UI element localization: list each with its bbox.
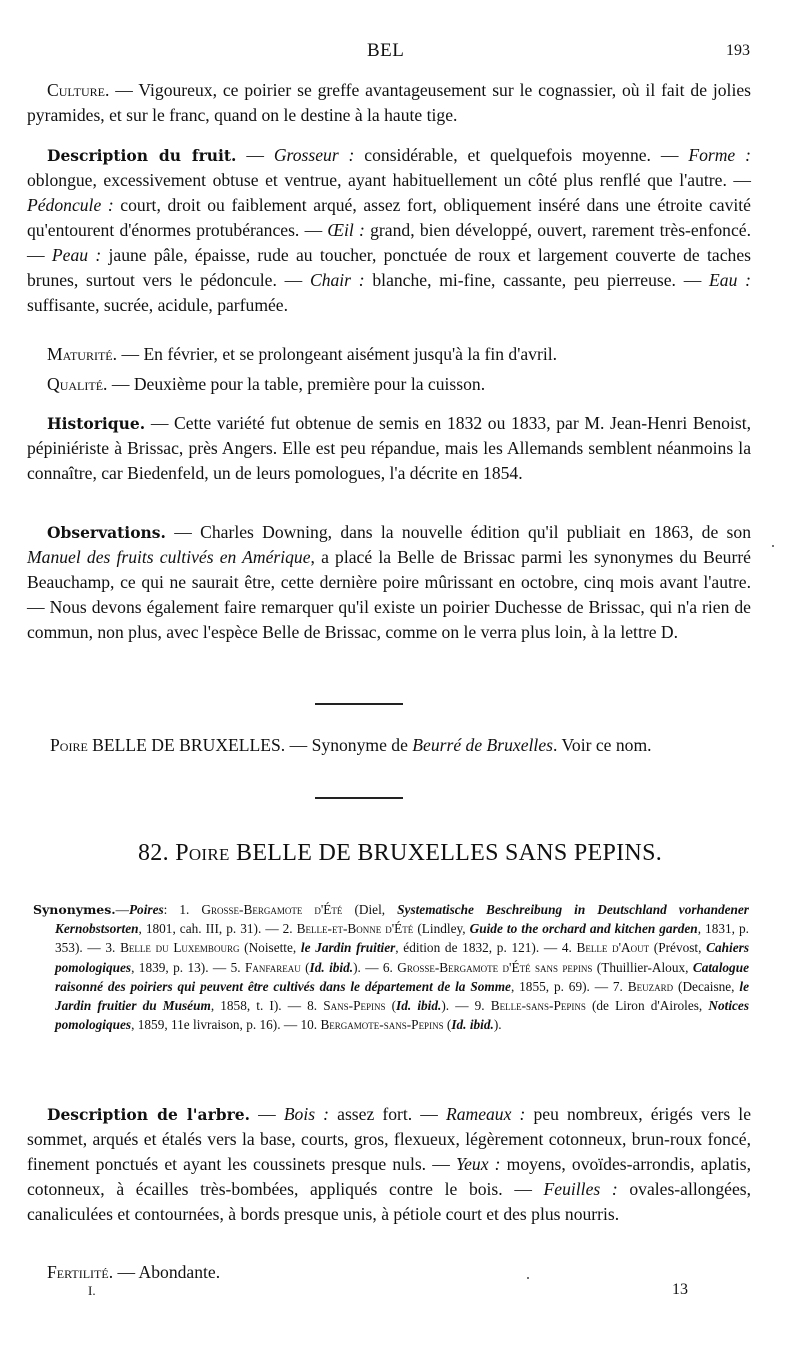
italic-term: Grosseur : [273,145,355,165]
text-run: blanche, mi-fine, cassante, peu pierreuse. — [364,270,710,290]
text-run: grand, bien développé, ouvert, rarement très-enfoncé. — [27,220,751,265]
tree-description-label: Description de l'arbre. [47,1105,251,1124]
fertility-label: Fertilité. [47,1262,114,1282]
text-run: ). [493,1017,502,1033]
source-title: Guide to the orchard and kitchen garden [469,921,698,937]
page-number: 193 [726,42,750,59]
text-run: — [236,145,274,165]
source-title: Cahiers pomologiques [55,940,749,975]
source-title: Id. ibid. [396,998,442,1014]
text-run: (Thuillier-Aloux, [592,959,693,975]
print-speck [527,1277,529,1279]
history-paragraph [27,411,751,486]
synonym-name: Belle d'Aout [576,940,650,956]
cross-reference-target: Beurré de Bruxelles [412,735,553,755]
text-run: — Charles Downing, dans la nouvelle édition qu'il publiait en 1863, de son [165,522,751,542]
entry-name: BELLE DE BRUXELLES SANS PEPINS. [236,840,663,866]
italic-term: Eau : [709,270,751,290]
text-run: , 1831, p. 353). — 3. [55,921,749,956]
italic-term: Œil : [327,220,365,240]
source-title: Poires [128,902,164,917]
text-run: ). — 6. [353,959,398,975]
cross-reference-name: BELLE DE BRUXELLES. [87,735,286,755]
running-title: BEL [367,40,405,61]
text-run: : 1. [163,902,202,917]
section-divider [315,703,403,705]
text-run: , 1839, p. 13). — 5. [131,959,245,975]
cross-reference-suffix: . Voir ce nom. [552,735,652,755]
observations-paragraph [27,520,751,645]
source-title: Notices pomologiques [55,998,749,1033]
synonym-name: Belle-sans-Pepins [490,998,586,1014]
italic-term: Yeux : [455,1154,501,1174]
source-title: le Jardin fruitier du Muséum [55,978,749,1014]
history-label: Historique. [47,414,146,433]
print-speck [772,545,774,547]
observations-label: Observations. [47,523,166,542]
synonym-name: Sans-Pepins [323,998,386,1014]
maturity-paragraph [27,342,751,367]
source-title: le Jardin fruitier [300,940,396,956]
text-run: ( [443,1017,452,1033]
text-run: ( [385,998,397,1014]
synonym-name: Belle du Luxembourg [120,940,240,956]
synonyms-label: Synonymes. [33,902,116,917]
text-run: considérable, et quelquefois moyenne. — [354,145,689,165]
cross-reference-text: — Synonyme de [285,735,413,755]
synonym-name: Fanfareau [244,959,301,975]
synonyms-paragraph [33,900,749,1034]
source-title: Catalogue raisonné des poiriers qui peuvent être cultivés dans le département de la Somme [55,959,749,994]
text-run: , édition de 1832, p. 121). — 4. [395,940,577,956]
source-title: Id. ibid. [309,959,354,975]
italic-term: Feuilles : [543,1179,618,1199]
fruit-description-paragraph [27,143,751,318]
fruit-description-body [27,145,751,315]
text-run: court, droit ou faiblement arqué, assez fort, obliquement inséré dans une étroite cavité qu'entourent d'énormes protubérances. — [27,195,751,240]
cross-reference-entry [50,733,750,758]
text-run: ovales-allongées, canaliculées et contournées, à bords presque unis, à pétiole court et des plus nourris. [27,1179,751,1224]
synonym-name: Beuzard [627,978,674,994]
text-run: assez fort. — [329,1104,446,1124]
italic-term: Forme : [688,145,751,165]
text-run: (Prévost, [649,940,707,956]
text-run: (Noisette, [239,940,301,956]
text-run: , 1858, t. I). — 8. [210,998,324,1014]
italic-term: Manuel des fruits cultivés en Amérique [27,547,311,567]
section-divider [315,797,403,799]
fertility-paragraph [27,1260,751,1285]
italic-term: Chair : [309,270,365,290]
text-run: ( [300,959,310,975]
fruit-description-label: Description du fruit. [47,146,237,165]
text-run: oblongue, excessivement obtuse et ventrue, ayant habituellement un côté plus renflé que l'autre. — [27,170,751,190]
italic-term: Peau : [51,245,102,265]
italic-term: Rameaux : [445,1104,526,1124]
text-run: — [250,1104,284,1124]
entry-title [0,840,800,867]
culture-text: — Vigoureux, ce poirier se greffe avantageusement sur le cognassier, où il fait de jolies pyramides, et sur le franc, quand on le destine à la haute tige. [27,80,751,125]
text-run: (Diel, [342,902,398,917]
entry-prefix: Poire [175,840,230,866]
synonyms-body [55,902,749,1032]
text-run: , 1801, cah. III, p. 31). — 2. [138,921,297,937]
quality-label: Qualité. [47,374,108,394]
quality-paragraph [27,372,751,397]
synonym-name: Bergamote-sans-Pepins [320,1017,444,1033]
running-head [0,40,800,64]
culture-paragraph [27,78,751,128]
maturity-text: — En février, et se prolongeant aisément jusqu'à la fin d'avril. [117,344,558,364]
source-title: Systematische Beschreibung in Deutschland vorhandener Kernobstsorten [55,902,749,937]
text-run: (Decaisne, [673,978,740,994]
synonym-name: Belle-et-Bonne d'Été [296,921,414,937]
signature-number: 13 [672,1281,688,1298]
signature-mark: I. [88,1283,96,1298]
quality-text: — Deuxième pour la table, première pour la cuisson. [107,374,486,394]
text-run: peu nombreux, érigés vers le sommet, arqués et étalés vers la base, courts, gros, flexueux, légèrement cotonneux, brun-roux foncé, finement ponctués et ayant les coussinets presque nuls. — [27,1104,752,1174]
synonym-name: Grosse-Bergamote d'Été [201,902,343,917]
culture-label: Culture. [47,80,110,100]
cross-reference-prefix: Poire [50,735,88,755]
text-run: (Lindley, [413,921,470,937]
italic-term: Bois : [283,1104,330,1124]
source-title: Id. ibid. [451,1017,494,1033]
text-run: (de Liron d'Airoles, [585,998,709,1014]
italic-term: Pédoncule : [27,195,114,215]
text-run: jaune pâle, épaisse, rude au toucher, ponctuée de roux et largement couverte de taches brunes, surtout vers le pédoncule. — [27,245,751,290]
text-run: ). — 9. [441,998,491,1014]
history-text: — Cette variété fut obtenue de semis en 1832 ou 1833, par M. Jean-Henri Benoist, pépiniériste à Brissac, près Angers. Elle est peu répandue, mais les Allemands semblent néanmoins la connaître, car Biedenfeld, un de leurs pomologues, l'a décrite en 1854. [27,413,751,483]
tree-description-paragraph [27,1102,751,1227]
text-run: , 1859, 11e livraison, p. 16). — 10. [131,1017,321,1033]
synonym-name: Grosse-Bergamote d'Été sans pepins [397,959,593,975]
text-run: moyens, ovoïdes-arrondis, aplatis, cotonneux, à écailles très-bombées, appliqués contre le bois. — [27,1154,751,1199]
entry-number: 82. [137,840,169,866]
text-run: — [115,902,129,917]
text-run: , 1855, p. 69). — 7. [510,978,628,994]
text-run: , a placé la Belle de Brissac parmi les synonymes du Beurré Beauchamp, ce qui ne saurait être, cette dernière poire mûrissant en octobre, cinq mois avant l'autre. — Nous devons également faire remarquer qu'il existe un poirier Duchesse de Brissac, qui n'a rien de commun, non plus, avec l'espèce Belle de Brissac, comme on le verra plus loin, à la lettre D. [27,547,751,642]
fertility-text: — Abondante. [113,1262,221,1282]
text-run: suffisante, sucrée, acidule, parfumée. [27,295,289,315]
maturity-label: Maturité. [47,344,118,364]
